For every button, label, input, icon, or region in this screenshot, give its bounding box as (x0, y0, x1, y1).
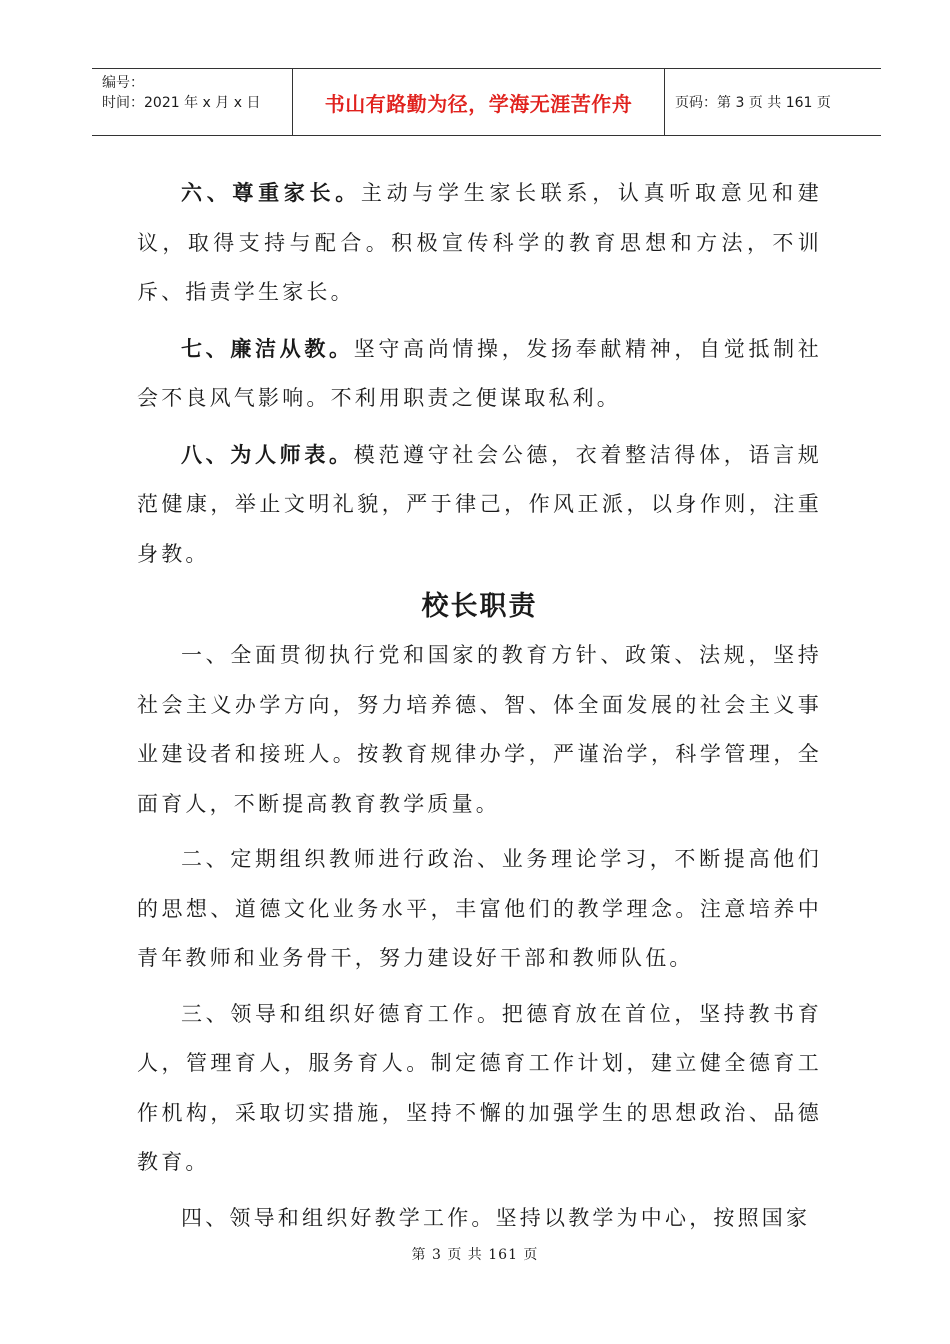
motto-cell (293, 69, 665, 135)
item-6-text: 主动与学生家长联系，认真听取意见和建议，取得支持与配合。积极宣传科学的教育思想和方法，不训斥、指责学生家长。 (137, 181, 822, 304)
number-label: 编号： (102, 75, 144, 91)
item-6-heading: 六、尊重家长。 (181, 180, 361, 205)
paragraph-item-8 (137, 430, 822, 580)
item-8-text: 模范遵守社会公德，衣着整洁得体，语言规范健康，举止文明礼貌，严于律己，作风正派，以身作则，注重身教。 (137, 442, 822, 566)
item-7-text: 坚守高尚情操，发扬奉献精神，自觉抵制社会不良风气影响。不利用职责之便谋取私利。 (137, 336, 822, 410)
page-footer: 第 3 页 共 161 页 (411, 1247, 539, 1263)
document-body (137, 168, 822, 1249)
page-label: 页码：第 3 页 共 161 页 (675, 95, 831, 111)
paragraph-item-6 (137, 168, 822, 318)
item-7-heading: 七、廉洁从教。 (181, 335, 354, 361)
header-meta-cell (92, 69, 293, 135)
duty-paragraph: 四、领导和组织好教学工作。坚持以教学为中心，按照国家 (181, 1205, 811, 1230)
paragraph-item-7 (137, 324, 822, 424)
duty-paragraph: 三、领导和组织好德育工作。把德育放在首位，坚持教书育人，管理育人，服务育人。制定德育工作计划，建立健全德育工作机构，采取切实措施，坚持不懈的加强学生的思想政治、品德教育。 (137, 1001, 822, 1174)
item-8-heading: 八、为人师表。 (181, 441, 354, 467)
duty-paragraph: 一、全面贯彻执行党和国家的教育方针、政策、法规，坚持社会主义办学方向，努力培养德、智、体全面发展的社会主义事业建设者和接班人。按教育规律办学，严谨治学，科学管理，全面育人，不断提高教育教学质量。 (137, 643, 822, 816)
section-title: 校长职责 (421, 591, 538, 622)
motto-text: 书山有路勤为径，学海无涯苦作舟 (324, 91, 633, 116)
page-number-cell (665, 69, 881, 135)
time-label: 时间：2021 年 x 月 x 日 (102, 95, 261, 111)
duty-paragraph: 二、定期组织教师进行政治、业务理论学习，不断提高他们的思想、道德文化业务水平，丰富他们的教学理念。注意培养中青年教师和业务骨干，努力建设好干部和教师队伍。 (137, 847, 822, 970)
document-header (92, 68, 881, 136)
